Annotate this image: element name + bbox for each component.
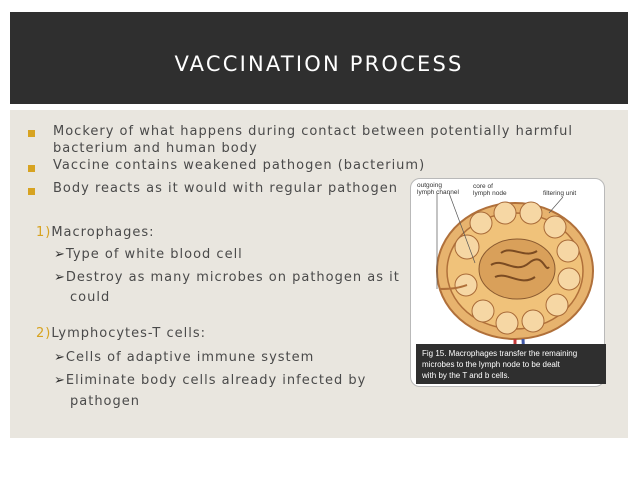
arrow-bullet-icon: ➢ (54, 373, 66, 388)
sub-item-text: Eliminate body cells already infected by (65, 373, 367, 388)
section-heading (36, 326, 206, 341)
section-heading (36, 225, 155, 240)
caption-line: with by the T and b cells. (422, 371, 510, 380)
label-lymph-node: lymph node (473, 190, 507, 197)
bullet-square-icon (28, 165, 35, 172)
section-label: Macrophages: (51, 225, 155, 240)
arrow-bullet-icon: ➢ (54, 247, 66, 262)
sub-item-text: Cells of adaptive immune system (65, 350, 315, 365)
bullet-text: Vaccine contains weakened pathogen (bacterium) (53, 158, 426, 173)
section-label: Lymphocytes-T cells: (51, 326, 206, 341)
label-outgoing: outgoing (417, 182, 442, 189)
bullet-square-icon (28, 130, 35, 137)
sub-item-text-continued: could (70, 290, 111, 305)
section-number: 1) (36, 225, 52, 240)
section-number: 2) (36, 326, 52, 341)
bullet-text: Mockery of what happens during contact between potentially harmful (53, 124, 574, 139)
sub-item (54, 247, 243, 262)
bullet-square-icon (28, 188, 35, 195)
sub-item (54, 373, 366, 388)
arrow-bullet-icon: ➢ (54, 350, 66, 365)
label-core-of: core of (473, 183, 493, 190)
sub-item-text: Destroy as many microbes on pathogen as it (65, 270, 400, 285)
arrow-bullet-icon: ➢ (54, 270, 66, 285)
caption-line: Fig 15. Macrophages transfer the remaining (422, 349, 578, 358)
bullet-text-continued: bacterium and human body (53, 141, 258, 156)
sub-item (54, 350, 314, 365)
slide-title: VACCINATION PROCESS (174, 52, 464, 76)
label-filtering-unit: filtering unit (543, 190, 577, 197)
sub-item-text: Type of white blood cell (65, 247, 243, 262)
bullet-text: Body reacts as it would with regular pathogen (53, 181, 398, 196)
caption-line: microbes to the lymph node to be dealt (422, 360, 560, 369)
sub-item-text-continued: pathogen (70, 394, 140, 409)
figure-caption (416, 344, 606, 384)
sub-item (54, 270, 400, 285)
label-lymph-channel: lymph channel (417, 189, 459, 196)
